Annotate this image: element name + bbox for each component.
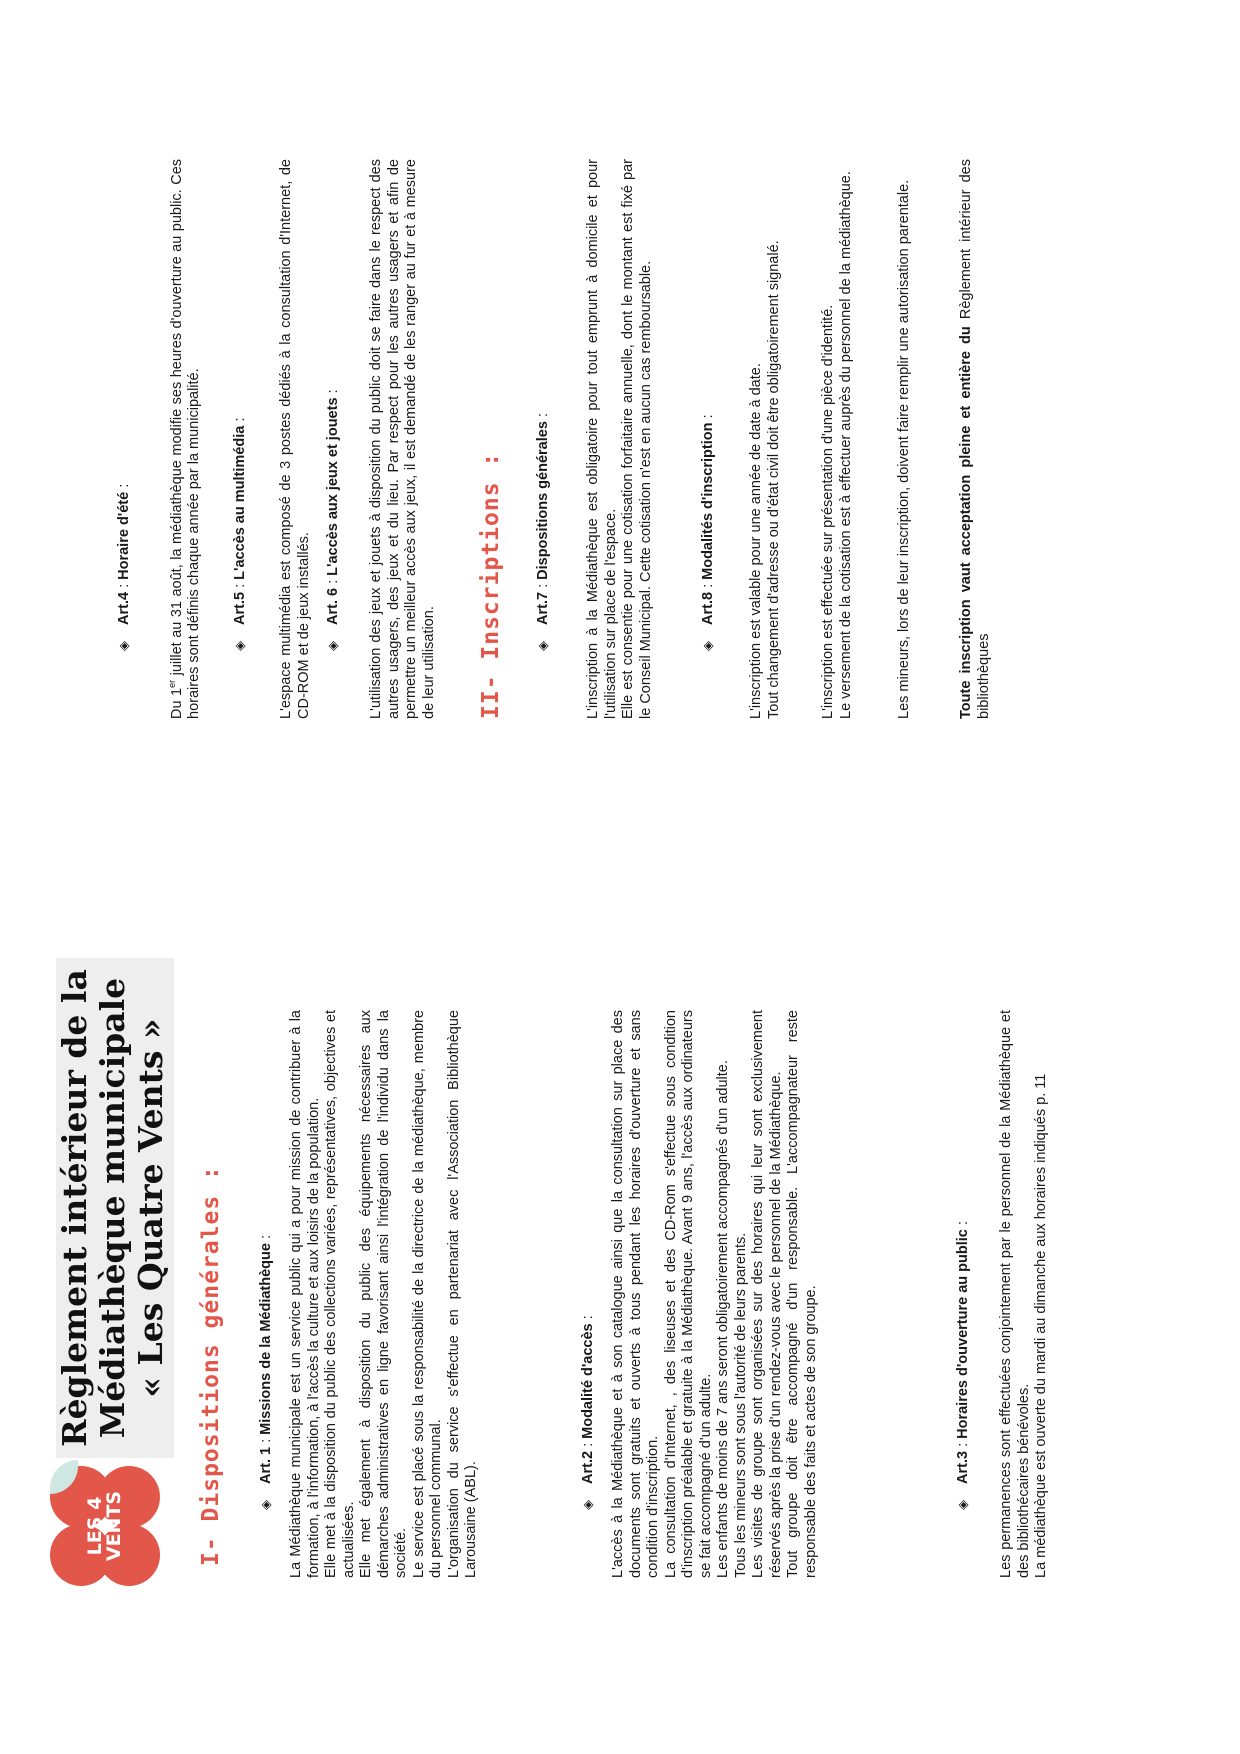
diamond-bullet-icon: ◈ [232,641,247,651]
paragraph-line: Le versement de la cotisation est à effectuer auprès du personnel de la médiathèque. [837,171,854,719]
article-number: Art. 6 [325,587,341,625]
diamond-bullet-icon: ◈ [325,641,340,651]
paragraph-line: Tout changement d'adresse ou d'état civil doit être obligatoirement signalé. [765,240,782,719]
article-title: L'accès au multimédia [232,425,248,580]
article-heading-2: ◈Art.2 : Modalité d'accès : [580,1315,596,1510]
section-title-inscriptions: II- Inscriptions : [478,451,504,719]
paragraph-line: Les enfants de moins de 7 ans seront obligatoirement accompagnés d'un adulte. [715,1060,731,1578]
title-line-3: « Les Quatre Vents » [131,1018,170,1398]
article-body-4 [164,159,204,719]
article-number: Art.7 [535,591,551,625]
acceptance-paragraph [958,159,993,719]
paragraph-line: Les permanences sont effectuées conjointement par le personnel de la Médiathèque et des bibliothécaires bénévoles. [998,1010,1032,1578]
paragraph-line: La médiathèque est ouverte du mardi au dimanche aux horaires indiqués p. 11 [1033,1073,1049,1578]
article-heading-7: ◈Art.7 : Dispositions générales : [535,413,551,651]
article-title: Horaires d'ouverture au public [955,1229,971,1439]
paragraph-line: Elle est consentie pour une cotisation forfaitaire annuelle, dont le montant est fixé par le Conseil Municipal. Cette cotisation n'est en aucun cas remboursable. [620,159,654,719]
logo-line-2: VENTS [103,1490,125,1562]
article-heading-6: ◈Art. 6 : L'accès aux jeux et jouets : [325,389,341,651]
minors-paragraph [896,159,914,719]
diamond-bullet-icon: ◈ [258,1500,273,1510]
paragraph-line: L'accès à la Médiathèque et à son catalogue ainsi que la consultation sur place des documents sont gratuits et ouverts à tous pendant les horaires d'ouverture et sans condition d'inscription. [610,1010,661,1578]
diamond-bullet-icon: ◈ [580,1500,595,1510]
paragraph-line: La consultation d'Internet, , des liseuses et des CD-Rom s'effectue sous condition d'inscription préalable et gratuite à la Médiathèque. Avant 9 ans, l'accès aux ordinateurs se fait accompagné d'un adulte. [662,1010,714,1578]
paragraph-line: Elle met également à disposition du public des équipements nécessaires aux démarches administratives en ligne favorisant ainsi l'intégration de l'individu dans la société. [358,1010,409,1578]
article-number: Art.5 [232,591,248,625]
acceptance-bold-text: Toute inscription vaut acceptation pleine et entière du [958,326,974,719]
article-title: Dispositions générales [535,421,551,580]
diamond-bullet-icon: ◈ [535,641,550,651]
article-body-7 [585,159,655,719]
article-number: Art.2 [580,1450,596,1484]
diamond-bullet-icon: ◈ [955,1500,970,1510]
article-title: Modalités d'inscription [700,422,716,580]
article-body-6 [368,159,438,719]
paragraph-line: Tous les mineurs sont sous l'autorité de leurs parents. [732,1232,749,1578]
article-body-1 [288,1010,481,1578]
article-number: Art. 1 [258,1446,274,1484]
paragraph-text: L'espace multimédia est composé de 3 postes dédiés à la consultation d'Internet, de CD-ROM et de jeux installés. [278,159,312,719]
article-heading-5: ◈Art.5 : L'accès au multimédia : [232,417,248,651]
article-heading-4: ◈Art.4 : Horaire d'été : [116,483,132,651]
article-title: L'accès aux jeux et jouets [325,397,341,576]
paragraph-text: Du 1 [168,687,185,719]
article-heading-3: ◈Art.3 : Horaires d'ouverture au public : [955,1221,971,1510]
article-title: Modalité d'accès [580,1323,596,1439]
article-body-2 [610,1010,820,1578]
paragraph-line: Le service est placé sous la responsabilité de la directrice de la médiathèque, membre du personnel communal. [410,1010,444,1578]
article-heading-8: ◈Art.8 : Modalités d'inscription : [700,414,716,651]
logo-line-1: LES 4 [84,1496,106,1556]
article-number: Art.3 [955,1450,971,1484]
paragraph-text: Les mineurs, lors de leur inscription, doivent faire remplir une autorisation parentale. [896,179,912,719]
paragraph-line: Elle met à la disposition du public des collections variées, représentatives, objectives et actualisées. [323,1010,357,1578]
title-line-2: Médiathèque municipale [93,977,132,1439]
paragraph-text: juillet au 31 août, la médiathèque modifie ses heures d'ouverture au public. Ces horaires sont définis chaque année par la municipalité. [168,158,203,719]
article-body-5 [278,159,313,719]
article-number: Art.4 [116,591,132,625]
article-heading-1: ◈Art. 1 : Missions de la Médiathèque : [258,1235,274,1510]
article-body-3 [998,1010,1051,1578]
paragraph-line: Tout groupe doit être accompagné d'un responsable. L'accompagnateur reste responsable des faits et actes de son groupe. [785,1010,819,1578]
paragraph-line: L'organisation du service s'effectue en partenariat avec l'Association Bibliothèque Larousaine (ABL). [445,1010,479,1578]
article-number: Art.8 [700,591,716,625]
paragraph-line: L'inscription est effectuée sur présentation d'une pièce d'identité. [820,304,836,719]
paragraph-line: L'inscription est valable pour une année de date à date. [748,363,764,719]
left-column [0,969,1240,1586]
article-body-8b [820,159,855,719]
right-column [0,147,1240,727]
diamond-bullet-icon: ◈ [116,641,131,651]
acceptance-text: Règlement intérieur des bibliothèques [958,159,992,719]
title-line-1: Règlement intérieur de la [55,969,94,1447]
superscript: er [167,679,177,688]
paragraph-line: Les visites de groupe sont organisées sur des horaires qui leur sont exclusivement réservés après la prise d'un rendez-vous avec le personnel de la Médiathèque. [750,1010,784,1578]
article-title: Horaire d'été [116,491,132,580]
section-title-dispositions: I- Dispositions générales : [198,1165,224,1566]
diamond-bullet-icon: ◈ [700,641,715,651]
paragraph-line: L'inscription à la Médiathèque est obligatoire pour tout emprunt à domicile et pour l'utilisation sur place de l'espace. [585,159,619,719]
paragraph-text: L'utilisation des jeux et jouets à disposition du public doit se faire dans le respect des autres usagers, des jeux et du lieu. Par respect pour les autres usagers et afin de permettre un meilleur accès aux jeux, il est demandé de les ranger au fur et à mesure de leur utilisation. [368,159,437,719]
logo [50,1466,160,1586]
article-title: Missions de la Médiathèque [258,1243,274,1435]
article-body-8a [748,159,783,719]
title-block [56,958,174,1458]
paragraph-line: La Médiathèque municipale est un service public qui a pour mission de contribuer à la formation, à l'information, à l'accès la culture et aux loisirs de la population. [288,1010,322,1578]
